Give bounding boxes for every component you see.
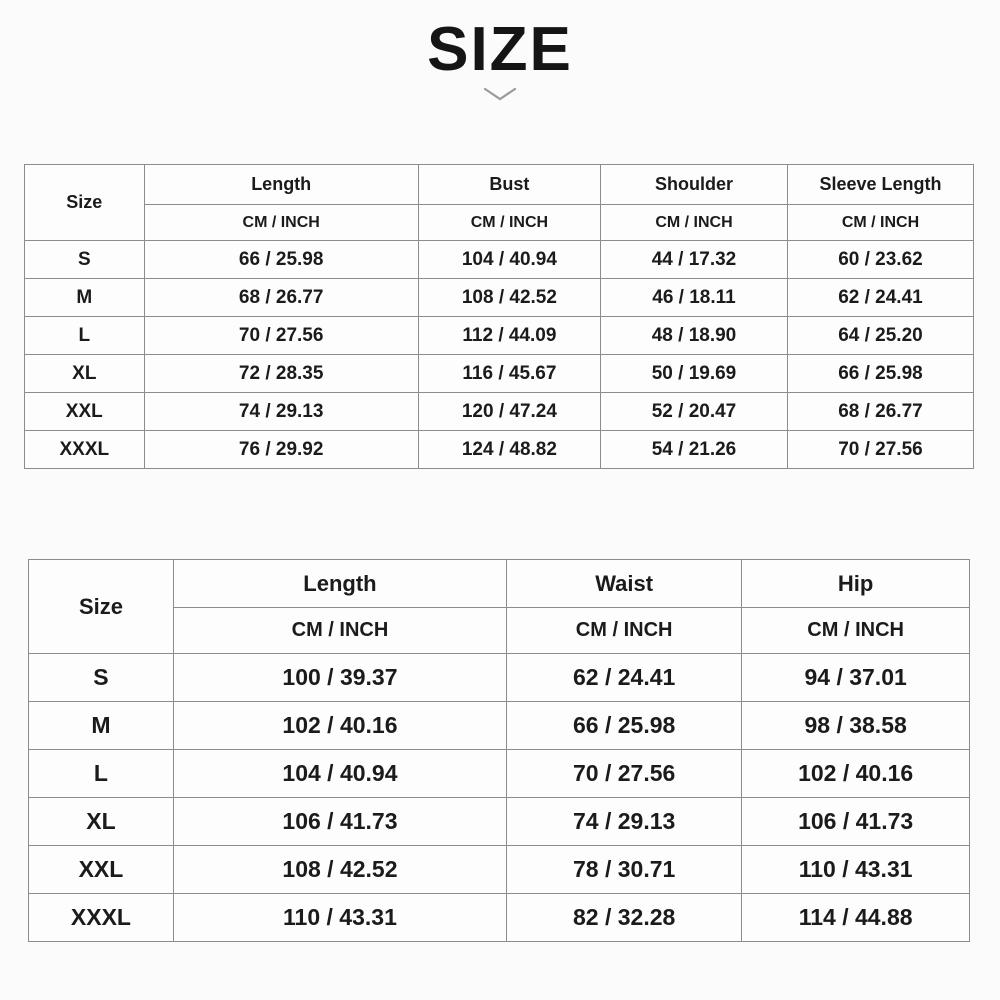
size-column-header: Size: [29, 560, 174, 654]
measurement-cell: 110 / 43.31: [742, 846, 970, 894]
size-row-label: S: [29, 654, 174, 702]
measurement-cell: 74 / 29.13: [144, 393, 418, 431]
measurement-cell: 94 / 37.01: [742, 654, 970, 702]
size-row-label: M: [29, 702, 174, 750]
unit-header: CM / INCH: [173, 608, 506, 654]
measurement-cell: 66 / 25.98: [144, 241, 418, 279]
unit-header: CM / INCH: [742, 608, 970, 654]
measurement-cell: 46 / 18.11: [601, 279, 788, 317]
measurement-cell: 124 / 48.82: [418, 431, 600, 469]
table-row: [29, 654, 970, 702]
table-row: [25, 317, 974, 355]
measurement-cell: 78 / 30.71: [507, 846, 742, 894]
unit-header: CM / INCH: [418, 205, 600, 241]
unit-header: CM / INCH: [507, 608, 742, 654]
unit-row: [25, 205, 974, 241]
table-row: [29, 846, 970, 894]
size-row-label: S: [25, 241, 145, 279]
measurement-cell: 68 / 26.77: [787, 393, 973, 431]
measurement-cell: 52 / 20.47: [601, 393, 788, 431]
column-header-hip: Hip: [742, 560, 970, 608]
measurement-cell: 106 / 41.73: [742, 798, 970, 846]
measurement-cell: 112 / 44.09: [418, 317, 600, 355]
table-row: [29, 894, 970, 942]
column-header-waist: Waist: [507, 560, 742, 608]
measurement-cell: 104 / 40.94: [173, 750, 506, 798]
measurement-cell: 66 / 25.98: [787, 355, 973, 393]
unit-header: CM / INCH: [144, 205, 418, 241]
measurement-cell: 64 / 25.20: [787, 317, 973, 355]
table-row: [29, 798, 970, 846]
table-row: [25, 241, 974, 279]
table-row: [29, 750, 970, 798]
measurement-cell: 114 / 44.88: [742, 894, 970, 942]
unit-header: CM / INCH: [787, 205, 973, 241]
measurement-cell: 116 / 45.67: [418, 355, 600, 393]
bottom-table-body: [29, 654, 970, 942]
measurement-cell: 108 / 42.52: [173, 846, 506, 894]
bottom-table-header: [29, 560, 970, 654]
top-table-body: [25, 241, 974, 469]
measurement-cell: 102 / 40.16: [742, 750, 970, 798]
chevron-down-icon: [0, 86, 1000, 104]
header-row: [25, 165, 974, 205]
size-row-label: XXXL: [29, 894, 174, 942]
measurement-cell: 102 / 40.16: [173, 702, 506, 750]
measurement-cell: 68 / 26.77: [144, 279, 418, 317]
measurement-cell: 82 / 32.28: [507, 894, 742, 942]
column-header-shoulder: Shoulder: [601, 165, 788, 205]
size-row-label: XXL: [29, 846, 174, 894]
column-header-length: Length: [144, 165, 418, 205]
measurement-cell: 62 / 24.41: [507, 654, 742, 702]
top-size-table: [24, 164, 974, 469]
table-row: [25, 393, 974, 431]
measurement-cell: 62 / 24.41: [787, 279, 973, 317]
size-row-label: L: [29, 750, 174, 798]
measurement-cell: 106 / 41.73: [173, 798, 506, 846]
measurement-cell: 98 / 38.58: [742, 702, 970, 750]
unit-header: CM / INCH: [601, 205, 788, 241]
measurement-cell: 108 / 42.52: [418, 279, 600, 317]
top-table-header: [25, 165, 974, 241]
size-row-label: XL: [29, 798, 174, 846]
column-header-length: Length: [173, 560, 506, 608]
measurement-cell: 60 / 23.62: [787, 241, 973, 279]
page-title: SIZE: [427, 15, 573, 84]
measurement-cell: 70 / 27.56: [787, 431, 973, 469]
measurement-cell: 44 / 17.32: [601, 241, 788, 279]
table-row: [29, 702, 970, 750]
measurement-cell: 66 / 25.98: [507, 702, 742, 750]
size-row-label: XXXL: [25, 431, 145, 469]
measurement-cell: 70 / 27.56: [144, 317, 418, 355]
measurement-cell: 100 / 39.37: [173, 654, 506, 702]
size-row-label: XL: [25, 355, 145, 393]
bottom-size-table: [28, 559, 970, 942]
column-header-sleeve-length: Sleeve Length: [787, 165, 973, 205]
header-row: [29, 560, 970, 608]
measurement-cell: 72 / 28.35: [144, 355, 418, 393]
measurement-cell: 50 / 19.69: [601, 355, 788, 393]
size-row-label: L: [25, 317, 145, 355]
measurement-cell: 74 / 29.13: [507, 798, 742, 846]
size-column-header: Size: [25, 165, 145, 241]
measurement-cell: 110 / 43.31: [173, 894, 506, 942]
measurement-cell: 76 / 29.92: [144, 431, 418, 469]
measurement-cell: 54 / 21.26: [601, 431, 788, 469]
table-row: [25, 279, 974, 317]
size-row-label: M: [25, 279, 145, 317]
measurement-cell: 120 / 47.24: [418, 393, 600, 431]
measurement-cell: 70 / 27.56: [507, 750, 742, 798]
column-header-bust: Bust: [418, 165, 600, 205]
table-row: [25, 431, 974, 469]
table-row: [25, 355, 974, 393]
measurement-cell: 48 / 18.90: [601, 317, 788, 355]
size-row-label: XXL: [25, 393, 145, 431]
measurement-cell: 104 / 40.94: [418, 241, 600, 279]
